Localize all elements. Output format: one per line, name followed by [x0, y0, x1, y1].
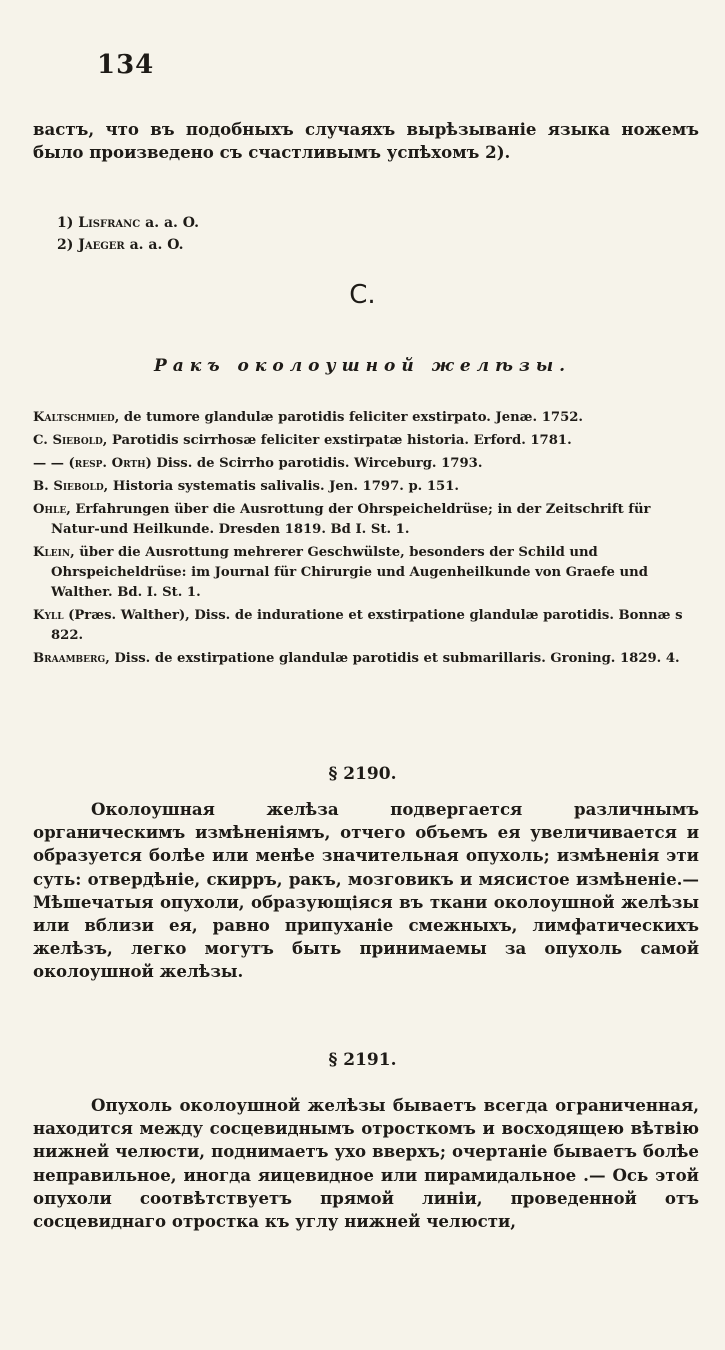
footnote-author: Lisfranc — [78, 215, 141, 231]
bibliography-author: Braamberg — [33, 651, 106, 666]
footnotes — [33, 212, 699, 256]
chapter-subtitle: Ракъ околоушной желѣзы. — [153, 356, 572, 376]
bibliography-entry — [33, 649, 699, 669]
intro-paragraph: вастъ, что въ подобныхъ случаяхъ вырѣзываніе языка ножемъ было произведено съ счастливымъ успѣхомъ 2). — [33, 119, 699, 163]
bibliography-entry — [33, 606, 699, 646]
bibliography-text: , Erfahrungen über die Ausrottung der Ohrspeicheldrüse; in der Zeitschrift für Natur-und Heilkunde. Dresden 1819. Bd I. St. 1. — [51, 502, 651, 537]
bibliography-entry — [33, 500, 699, 540]
section-2190-paragraph: Околоушная желѣза подвергается различнымъ органическимъ измѣненіямъ, отчего объемъ ея увеличивается и образуется болѣе или менѣе значительная опухоль; измѣненія эти суть: отвердѣніе, скирръ, ракъ, мозговикъ и мясистое измѣненіе.—Мѣшечатыя опухоли, образующіяся въ ткани околоушной желѣзы или вблизи ея, равно припуханіе смежныхъ, лимфатическихъ желѣзъ, легко могутъ быть принимаемы за опухоль самой околоушной желѣзы. — [33, 799, 699, 982]
bibliography — [33, 408, 699, 672]
section-2191-paragraph: Опухоль околоушной желѣзы бываетъ всегда ограниченная, находится между сосцевиднымъ отросткомъ и восходящею вѣтвію нижней челюсти, поднимаетъ ухо вверхъ; очертаніе бываетъ болѣе неправильное, иногда яицевидное или пирамидальное .— Ось этой опухоли соотвѣтствуетъ прямой линіи, проведенной отъ сосцевиднаго отростка къ углу нижней челюсти, — [33, 1095, 699, 1232]
intro-paragraph-block — [33, 118, 699, 164]
bibliography-entry — [33, 408, 699, 428]
bibliography-text: Diss. de Scirrho parotidis. Wirceburg. 1793. — [151, 456, 483, 471]
bibliography-author: Klein — [33, 545, 71, 560]
bibliography-text: , Parotidis scirrhosæ feliciter exstirpatæ historia. Erford. 1781. — [102, 433, 572, 448]
bibliography-author: B. Siebold — [33, 479, 104, 494]
bibliography-entry — [33, 477, 699, 497]
section-heading-2190: § 2190. — [328, 764, 397, 784]
footnote-author: Jaeger — [78, 237, 125, 253]
bibliography-entry — [33, 454, 699, 474]
bibliography-author: Kaltschmied — [33, 410, 115, 425]
bibliography-text: (Præs. Walther), Diss. de induratione et exstirpatione glandulæ parotidis. Bonnæ s 822. — [51, 608, 683, 643]
bibliography-entry — [33, 543, 699, 603]
section-letter: C. — [349, 280, 376, 310]
footnote-text: a. a. O. — [145, 215, 200, 231]
section-2191-body — [33, 1094, 699, 1233]
footnote-text: a. a. O. — [129, 237, 184, 253]
page-number: 134 — [97, 50, 155, 80]
bibliography-text: , de tumore glandulæ parotidis feliciter exstirpato. Jenæ. 1752. — [114, 410, 584, 425]
footnote-2 — [33, 234, 699, 256]
bibliography-author: — — (resp. Orth) — [33, 456, 152, 471]
bibliography-text: , Diss. de exstirpatione glandulæ parotidis et submarillaris. Groning. 1829. 4. — [105, 651, 680, 666]
bibliography-entry — [33, 431, 699, 451]
bibliography-text: , über die Ausrottung mehrerer Geschwülste, besonders der Schild und Ohrspeicheldrüse: im Journal für Chirurgie und Augenheilkunde von Graefe und Walther. Bd. I. St. 1. — [51, 545, 648, 600]
footnote-marker: 2) — [57, 237, 74, 253]
footnote-1 — [33, 212, 699, 234]
footnote-marker: 1) — [57, 215, 74, 231]
bibliography-text: , Historia systematis salivalis. Jen. 1797. p. 151. — [103, 479, 459, 494]
section-heading-2191: § 2191. — [328, 1050, 397, 1070]
bibliography-author: Ohle — [33, 502, 67, 517]
bibliography-author: Kyll — [33, 608, 64, 623]
section-2190-body — [33, 798, 699, 984]
bibliography-author: C. Siebold — [33, 433, 103, 448]
